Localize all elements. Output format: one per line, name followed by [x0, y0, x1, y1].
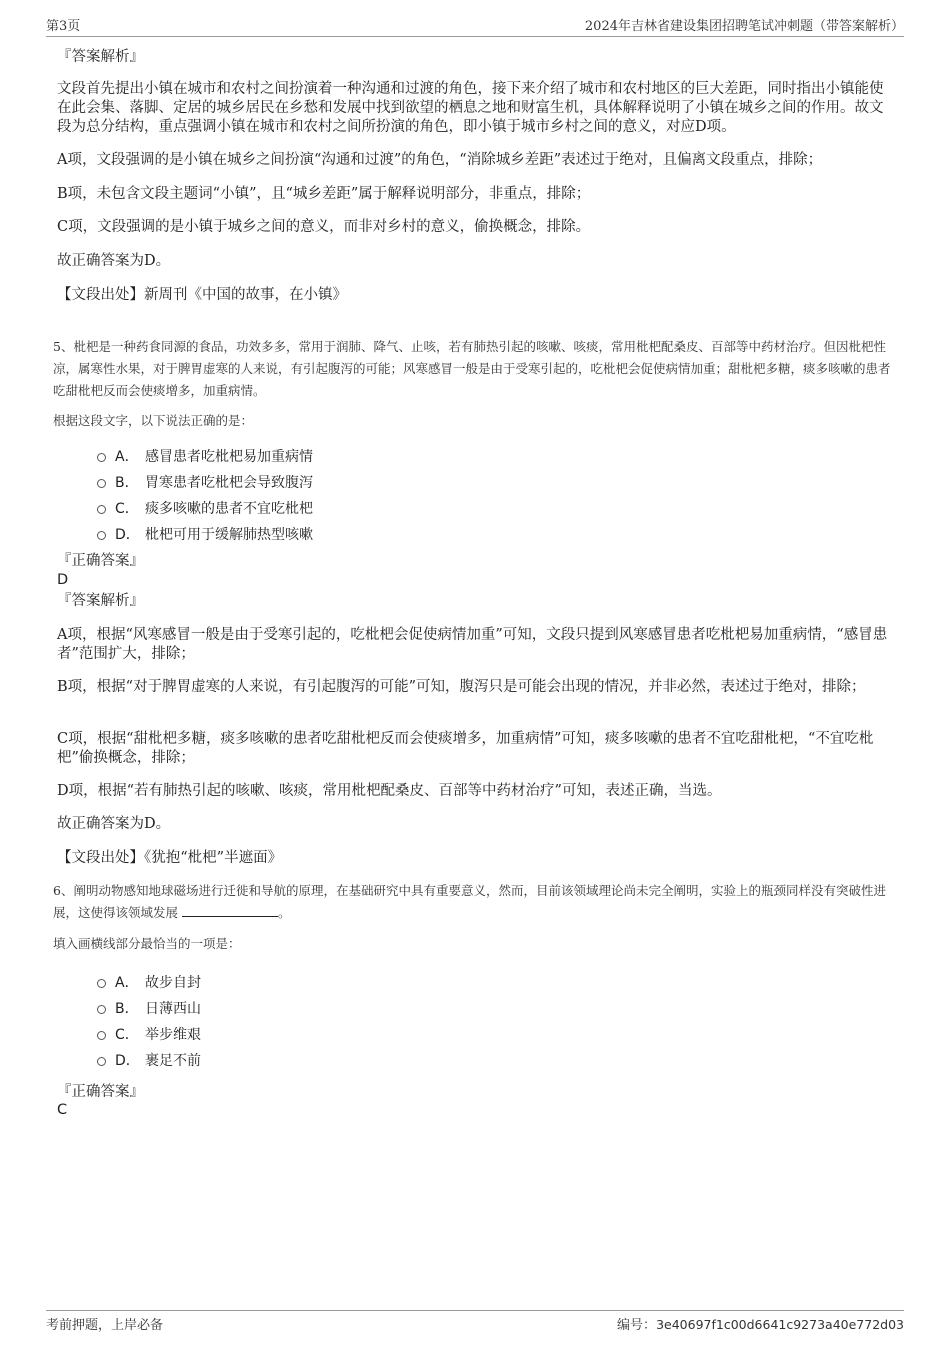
option-letter: A．	[115, 449, 139, 465]
analysis-paragraph: 文段首先提出小镇在城市和农村之间扮演着一种沟通和过渡的角色，接下来介绍了城市和农村地区的巨大差距，同时指出小镇能使在此会集、落脚、定居的城乡居民在乡愁和发展中找到欲望的栖息之地和财富生机，具体解释说明了小镇在城乡之间的作用。故文段为总分结构，重点强调小镇在城市和农村之间所扮演的角色，即小镇于城市乡村之间的意义，对应D项。	[57, 81, 884, 135]
analysis-option-b: B项，未包含文段主题词“小镇”，且“城乡差距”属于解释说明部分，非重点，排除；	[57, 186, 591, 202]
analysis-label: 『答案解析』	[57, 593, 144, 609]
analysis-label: 『答案解析』	[57, 49, 144, 65]
option-letter: B．	[115, 1001, 139, 1017]
passage-source: 【文段出处】新周刊《中国的故事，在小镇》	[57, 287, 347, 303]
option-letter: B．	[115, 475, 139, 491]
option-letter: D．	[115, 527, 140, 543]
question-5-option-c[interactable]	[97, 498, 313, 518]
question-6-text-before: 6、阐明动物感知地球磁场进行迁徙和导航的原理，在基础研究中具有重要意义，然而，目前该领域理论尚未完全阐明，实验上的瓶颈同样没有突破性进展，这使得该领域发展	[53, 883, 886, 920]
question-6-prompt: 填入画横线部分最恰当的一项是：	[53, 936, 241, 951]
question-6-option-c[interactable]	[97, 1024, 201, 1044]
radio-icon[interactable]	[97, 979, 106, 988]
option-text: 日薄西山	[145, 1001, 201, 1017]
radio-icon[interactable]	[97, 453, 106, 462]
footer-slogan: 考前押题，上岸必备	[46, 1318, 164, 1333]
option-text: 胃寒患者吃枇杷会导致腹泻	[145, 475, 313, 491]
correct-answer: D	[57, 572, 69, 588]
analysis-conclusion: 故正确答案为D。	[57, 253, 171, 269]
question-5-option-b[interactable]	[97, 472, 313, 492]
correct-answer-label: 『正确答案』	[57, 1084, 144, 1100]
option-text: 故步自封	[145, 975, 201, 991]
option-text: 痰多咳嗽的患者不宜吃枇杷	[145, 501, 313, 517]
document-code-value: 3e40697f1c00d6641c9273a40e772d03	[656, 1317, 904, 1332]
option-letter: C．	[115, 1027, 139, 1043]
question-6-option-a[interactable]	[97, 972, 201, 992]
analysis-option-b: B项，根据“对于脾胃虚寒的人来说，有引起腹泻的可能”可知，腹泻只是可能会出现的情况，并非必然，表述过于绝对，排除；	[57, 679, 866, 695]
analysis-option-a: A项，文段强调的是小镇在城乡之间扮演“沟通和过渡”的角色，“消除城乡差距”表述过于绝对，且偏离文段重点，排除；	[57, 152, 823, 168]
document-code	[617, 1314, 904, 1333]
page-footer	[46, 1310, 904, 1333]
question-6-option-d[interactable]	[97, 1050, 201, 1070]
option-letter: C．	[115, 501, 139, 517]
question-6-text-after: 。	[278, 905, 291, 920]
option-letter: A．	[115, 975, 139, 991]
page-number: 第3页	[46, 19, 81, 34]
analysis-option-c: C项，文段强调的是小镇于城乡之间的意义，而非对乡村的意义，偷换概念，排除。	[57, 219, 591, 235]
radio-icon[interactable]	[97, 1057, 106, 1066]
analysis-option-c: C项，根据“甜枇杷多糖，痰多咳嗽的患者吃甜枇杷反而会使痰增多，加重病情”可知，痰多咳嗽的患者不宜吃甜枇杷，“不宜吃枇杷”偷换概念，排除；	[57, 731, 874, 766]
option-letter: D．	[115, 1053, 140, 1069]
fill-blank-line	[182, 902, 278, 917]
radio-icon[interactable]	[97, 479, 106, 488]
radio-icon[interactable]	[97, 505, 106, 514]
question-5-option-a[interactable]	[97, 446, 313, 466]
question-5-prompt: 根据这段文字，以下说法正确的是：	[53, 413, 254, 428]
document-title: 2024年吉林省建设集团招聘笔试冲刺题（带答案解析）	[584, 19, 904, 34]
page-header	[46, 12, 904, 37]
option-text: 感冒患者吃枇杷易加重病情	[145, 449, 313, 465]
analysis-option-d: D项，根据“若有肺热引起的咳嗽、咳痰，常用枇杷配桑皮、百部等中药材治疗”可知，表述正确，当选。	[57, 783, 722, 799]
question-5-text: 5、枇杷是一种药食同源的食品，功效多多，常用于润肺、降气、止咳，若有肺热引起的咳嗽、咳痰，常用枇杷配桑皮、百部等中药材治疗。但因枇杷性凉，属寒性水果，对于脾胃虚寒的人来说，有引起腹泻的可能；风寒感冒一般是由于受寒引起的，吃枇杷会促使病情加重；甜枇杷多糖，痰多咳嗽的患者吃甜枇杷反而会使痰增多，加重病情。	[53, 339, 891, 398]
option-text: 枇杷可用于缓解肺热型咳嗽	[145, 527, 313, 543]
analysis-option-a: A项，根据“风寒感冒一般是由于受寒引起的，吃枇杷会促使病情加重”可知，文段只提到风寒感冒患者吃枇杷易加重病情，“感冒患者”范围扩大，排除；	[57, 627, 888, 662]
correct-answer-label: 『正确答案』	[57, 553, 144, 569]
radio-icon[interactable]	[97, 531, 106, 540]
radio-icon[interactable]	[97, 1005, 106, 1014]
question-6-text	[53, 880, 898, 924]
question-6-option-b[interactable]	[97, 998, 201, 1018]
option-text: 裹足不前	[145, 1053, 201, 1069]
analysis-conclusion: 故正确答案为D。	[57, 816, 171, 832]
radio-icon[interactable]	[97, 1031, 106, 1040]
option-text: 举步维艰	[145, 1027, 201, 1043]
passage-source: 【文段出处】《犹抱“枇杷”半遮面》	[57, 850, 283, 866]
correct-answer: C	[57, 1102, 68, 1118]
document-code-label: 编号：	[617, 1318, 657, 1333]
question-5-option-d[interactable]	[97, 524, 313, 544]
